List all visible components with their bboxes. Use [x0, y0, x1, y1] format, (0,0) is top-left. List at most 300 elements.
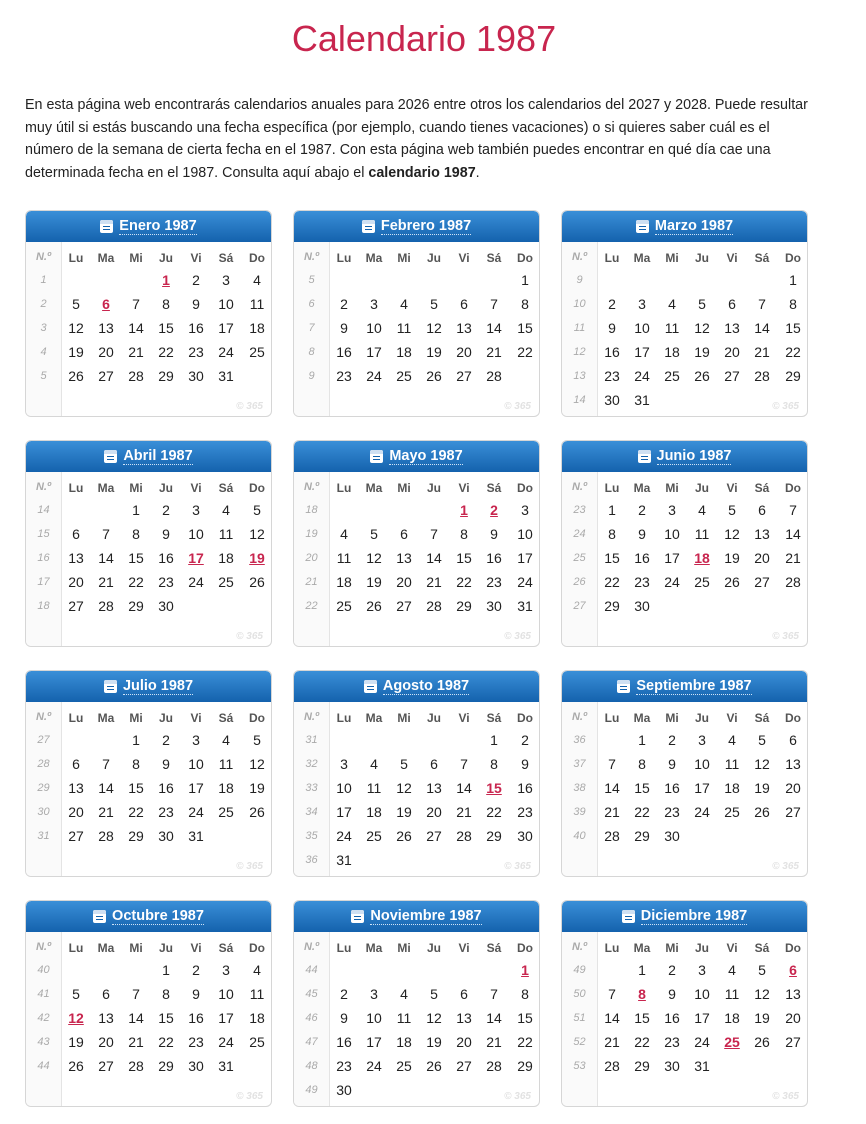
day-cell: 3: [222, 962, 230, 978]
watermark: © 365: [236, 631, 263, 642]
weekday-header: Vi: [458, 481, 470, 495]
calendar-icon: [370, 450, 383, 463]
weekday-header: Do: [249, 941, 265, 955]
day-cell: 19: [694, 344, 710, 360]
week-row: [294, 340, 540, 364]
week-row: [294, 292, 540, 316]
day-cell: 27: [98, 368, 114, 384]
day-cell: 26: [249, 804, 265, 820]
day-cell: 27: [456, 1058, 472, 1074]
week-number: 13: [573, 370, 586, 382]
day-cell: 31: [188, 828, 204, 844]
day-cell: 11: [366, 780, 382, 796]
weekday-header: Vi: [190, 251, 202, 265]
holiday-day-link[interactable]: 17: [188, 550, 204, 566]
day-cell: 7: [490, 296, 498, 312]
day-cell: 5: [430, 296, 438, 312]
day-cell: 30: [188, 1058, 204, 1074]
week-row: [26, 958, 272, 982]
day-cell: 17: [366, 1034, 382, 1050]
day-cell: 29: [486, 828, 502, 844]
month-title: Febrero 1987: [380, 217, 472, 234]
day-cell: 16: [158, 780, 174, 796]
day-cell: 8: [490, 756, 498, 772]
holiday-day-link[interactable]: 25: [724, 1034, 740, 1050]
day-cell: 15: [604, 550, 620, 566]
day-cell: 24: [694, 1034, 710, 1050]
weekday-header: Ju: [426, 481, 441, 495]
weekday-header: Do: [249, 481, 265, 495]
month-card: [25, 440, 272, 647]
day-cell: 11: [694, 526, 710, 542]
weekday-header: Lu: [336, 711, 352, 725]
day-cell: 25: [249, 1034, 265, 1050]
day-cell: 13: [68, 780, 84, 796]
week-number: 28: [37, 758, 50, 770]
week-row: [562, 340, 808, 364]
day-cell: 30: [158, 598, 174, 614]
day-cell: 13: [785, 756, 801, 772]
day-cell: 14: [128, 320, 144, 336]
day-cell: 21: [128, 344, 144, 360]
week-number: 53: [573, 1060, 586, 1072]
day-cell: 4: [253, 272, 261, 288]
day-cell: 16: [604, 344, 620, 360]
day-cell: 28: [785, 574, 801, 590]
holiday-day-link[interactable]: 18: [694, 550, 710, 566]
day-cell: 13: [456, 1010, 472, 1026]
weekday-header: Ju: [158, 941, 173, 955]
week-row: [26, 1006, 272, 1030]
week-number-header: N.º: [303, 251, 320, 263]
week-row: [562, 364, 808, 388]
week-row: [294, 1078, 540, 1102]
month-header-link[interactable]: [562, 671, 807, 702]
week-number: 8: [308, 346, 315, 358]
day-cell: 2: [192, 272, 200, 288]
day-cell: 17: [188, 780, 204, 796]
day-cell: 15: [785, 320, 801, 336]
day-cell: 31: [694, 1058, 710, 1074]
day-cell: 27: [68, 598, 84, 614]
week-number-header: N.º: [303, 941, 320, 953]
month-header-link[interactable]: [294, 441, 539, 472]
day-cell: 24: [188, 804, 204, 820]
holiday-day-link[interactable]: 2: [490, 502, 498, 518]
weekday-header: Mi: [397, 251, 411, 265]
day-cell: 18: [396, 344, 412, 360]
day-cell: 24: [188, 574, 204, 590]
day-cell: 11: [396, 1010, 412, 1026]
holiday-day-link[interactable]: 12: [68, 1010, 84, 1026]
day-cell: 16: [664, 1010, 680, 1026]
calendar-icon: [104, 450, 117, 463]
holiday-day-link[interactable]: 1: [460, 502, 468, 518]
day-cell: 23: [634, 574, 650, 590]
day-cell: 3: [340, 756, 348, 772]
day-cell: 15: [128, 780, 144, 796]
week-number: 5: [40, 370, 47, 382]
week-number: 25: [573, 552, 586, 564]
weekday-header: Ma: [633, 941, 651, 955]
week-number: 4: [40, 346, 47, 358]
day-cell: 12: [396, 780, 412, 796]
day-cell: 15: [158, 320, 174, 336]
day-cell: 22: [604, 574, 620, 590]
day-cell: 12: [754, 756, 770, 772]
weekday-header: Lu: [336, 251, 352, 265]
day-cell: 12: [754, 986, 770, 1002]
week-number: 31: [37, 830, 50, 842]
week-row: [294, 752, 540, 776]
weekday-header: Vi: [458, 711, 470, 725]
day-cell: 19: [754, 1010, 770, 1026]
day-cell: 14: [754, 320, 770, 336]
week-row: [294, 316, 540, 340]
day-cell: 4: [400, 296, 408, 312]
week-number: 9: [308, 370, 315, 382]
day-cell: 2: [340, 986, 348, 1002]
day-cell: 18: [724, 780, 740, 796]
week-number: 36: [305, 854, 318, 866]
holiday-day-link[interactable]: 8: [638, 986, 646, 1002]
day-cell: 30: [604, 392, 620, 408]
day-cell: 26: [68, 368, 84, 384]
day-cell: 22: [517, 344, 533, 360]
day-cell: 8: [521, 986, 529, 1002]
day-cell: 2: [162, 502, 170, 518]
month-card: [561, 210, 808, 417]
week-row: [562, 728, 808, 752]
day-cell: 11: [218, 526, 234, 542]
week-row: [562, 292, 808, 316]
day-cell: 25: [249, 344, 265, 360]
day-cell: 3: [222, 272, 230, 288]
day-cell: 3: [638, 296, 646, 312]
day-cell: 14: [785, 526, 801, 542]
weekday-header: Lu: [336, 941, 352, 955]
day-cell: 19: [366, 574, 382, 590]
day-cell: 21: [486, 344, 502, 360]
day-cell: 18: [366, 804, 382, 820]
weekday-header: Mi: [397, 711, 411, 725]
month-header-link[interactable]: [562, 211, 807, 242]
weekday-header: Lu: [604, 251, 620, 265]
weekday-header: Ma: [365, 941, 383, 955]
watermark: © 365: [772, 401, 799, 412]
day-cell: 24: [336, 828, 352, 844]
weekday-header: Vi: [190, 711, 202, 725]
week-number: 14: [573, 394, 586, 406]
day-cell: 11: [249, 296, 265, 312]
week-row: [294, 1054, 540, 1078]
week-number: 18: [37, 600, 50, 612]
day-cell: 17: [634, 344, 650, 360]
day-cell: 26: [249, 574, 265, 590]
day-cell: 21: [785, 550, 801, 566]
day-cell: 26: [724, 574, 740, 590]
week-number-header: N.º: [571, 711, 588, 723]
week-number: 29: [37, 782, 50, 794]
day-cell: 1: [521, 272, 529, 288]
day-cell: 25: [396, 368, 412, 384]
weekday-header: Sá: [486, 941, 502, 955]
week-number: 44: [305, 964, 318, 976]
day-cell: 1: [132, 502, 140, 518]
day-cell: 3: [192, 732, 200, 748]
day-cell: 28: [128, 1058, 144, 1074]
day-cell: 17: [218, 1010, 234, 1026]
day-cell: 20: [754, 550, 770, 566]
weekday-header: Ma: [97, 941, 115, 955]
day-cell: 10: [218, 986, 234, 1002]
page-title: Calendario 1987: [291, 18, 557, 59]
holiday-day-link[interactable]: 15: [486, 780, 502, 796]
week-number: 10: [573, 298, 586, 310]
day-cell: 2: [638, 502, 646, 518]
day-cell: 29: [604, 598, 620, 614]
day-cell: 18: [218, 780, 234, 796]
weekday-header: Ma: [365, 251, 383, 265]
week-row: [26, 268, 272, 292]
day-cell: 27: [785, 804, 801, 820]
day-cell: 10: [188, 526, 204, 542]
day-cell: 4: [400, 986, 408, 1002]
month-title: Junio 1987: [656, 447, 732, 464]
week-number: 17: [37, 576, 50, 588]
day-cell: 28: [426, 598, 442, 614]
day-cell: 26: [366, 598, 382, 614]
week-row: [562, 982, 808, 1006]
day-cell: 5: [758, 962, 766, 978]
calendar-icon: [636, 220, 649, 233]
month-title: Julio 1987: [122, 677, 194, 694]
week-row: [26, 1030, 272, 1054]
watermark: © 365: [772, 1091, 799, 1102]
month-header-link[interactable]: [562, 901, 807, 932]
holiday-day-link[interactable]: 6: [102, 296, 110, 312]
intro-end: .: [475, 165, 480, 182]
weekday-header: Ju: [694, 481, 709, 495]
watermark: © 365: [236, 1091, 263, 1102]
day-cell: 7: [102, 756, 110, 772]
day-cell: 5: [72, 296, 80, 312]
day-cell: 24: [694, 804, 710, 820]
week-row: [294, 800, 540, 824]
day-cell: 5: [72, 986, 80, 1002]
day-cell: 5: [758, 732, 766, 748]
day-cell: 6: [72, 526, 80, 542]
holiday-day-link[interactable]: 6: [789, 962, 797, 978]
day-cell: 29: [634, 828, 650, 844]
day-cell: 30: [664, 828, 680, 844]
week-row: [562, 800, 808, 824]
day-cell: 29: [456, 598, 472, 614]
week-number: 27: [37, 734, 50, 746]
day-cell: 8: [521, 296, 529, 312]
week-row: [562, 776, 808, 800]
month-card: [561, 670, 808, 877]
holiday-day-link[interactable]: 19: [249, 550, 265, 566]
day-cell: 4: [253, 962, 261, 978]
weekday-header: Do: [785, 251, 801, 265]
holiday-day-link[interactable]: 1: [521, 962, 529, 978]
day-cell: 17: [366, 344, 382, 360]
week-row: [562, 958, 808, 982]
weekday-header: Do: [785, 481, 801, 495]
day-cell: 8: [132, 526, 140, 542]
weekday-header: Sá: [754, 251, 770, 265]
day-cell: 13: [456, 320, 472, 336]
day-cell: 18: [664, 344, 680, 360]
week-number: 19: [305, 528, 318, 540]
month-header-link[interactable]: [26, 211, 271, 242]
month-header-link[interactable]: [294, 671, 539, 702]
day-cell: 20: [785, 1010, 801, 1026]
day-cell: 18: [249, 1010, 265, 1026]
weekday-header: Ju: [158, 711, 173, 725]
month-header-link[interactable]: [294, 211, 539, 242]
day-cell: 12: [694, 320, 710, 336]
week-number-header: N.º: [571, 251, 588, 263]
month-card: [293, 440, 540, 647]
intro-emphasis: calendario 1987: [368, 165, 476, 182]
week-number: 24: [573, 528, 586, 540]
day-cell: 20: [98, 1034, 114, 1050]
day-cell: 2: [668, 962, 676, 978]
day-cell: 17: [336, 804, 352, 820]
day-cell: 14: [128, 1010, 144, 1026]
day-cell: 23: [517, 804, 533, 820]
day-cell: 9: [490, 526, 498, 542]
weekday-header: Do: [785, 941, 801, 955]
day-cell: 18: [336, 574, 352, 590]
day-cell: 18: [218, 550, 234, 566]
day-cell: 6: [400, 526, 408, 542]
week-row: [294, 824, 540, 848]
day-cell: 27: [68, 828, 84, 844]
day-cell: 12: [249, 756, 265, 772]
holiday-day-link[interactable]: 1: [162, 272, 170, 288]
day-cell: 9: [340, 1010, 348, 1026]
weekday-header: Sá: [486, 711, 502, 725]
day-cell: 29: [128, 598, 144, 614]
day-cell: 25: [218, 804, 234, 820]
day-cell: 5: [253, 732, 261, 748]
day-cell: 23: [486, 574, 502, 590]
day-cell: 20: [456, 1034, 472, 1050]
calendar-icon: [104, 680, 117, 693]
day-cell: 10: [664, 526, 680, 542]
day-cell: 19: [724, 550, 740, 566]
month-header-link[interactable]: [26, 671, 271, 702]
calendar-icon: [617, 680, 630, 693]
day-cell: 10: [188, 756, 204, 772]
day-cell: 19: [68, 1034, 84, 1050]
day-cell: 7: [132, 986, 140, 1002]
day-cell: 20: [456, 344, 472, 360]
month-title: Marzo 1987: [654, 217, 734, 234]
day-cell: 4: [340, 526, 348, 542]
day-cell: 14: [486, 320, 502, 336]
day-cell: 11: [664, 320, 680, 336]
day-cell: 3: [521, 502, 529, 518]
day-cell: 4: [668, 296, 676, 312]
day-cell: 17: [664, 550, 680, 566]
day-cell: 10: [517, 526, 533, 542]
day-cell: 22: [517, 1034, 533, 1050]
week-number: 22: [305, 600, 318, 612]
day-cell: 19: [68, 344, 84, 360]
week-row: [562, 388, 808, 412]
month-title: Noviembre 1987: [370, 907, 482, 924]
week-row: [294, 570, 540, 594]
week-number: 45: [305, 988, 318, 1000]
week-row: [294, 776, 540, 800]
day-cell: 8: [608, 526, 616, 542]
day-cell: 8: [162, 986, 170, 1002]
month-header-link[interactable]: [562, 441, 807, 472]
weekday-header: Ju: [158, 481, 173, 495]
week-row: [294, 268, 540, 292]
week-number: 34: [305, 806, 318, 818]
month-title: Abril 1987: [123, 447, 193, 464]
day-cell: 9: [521, 756, 529, 772]
intro-paragraph: [25, 94, 815, 184]
day-cell: 26: [754, 1034, 770, 1050]
day-cell: 25: [664, 368, 680, 384]
watermark: © 365: [504, 1091, 531, 1102]
day-cell: 2: [192, 962, 200, 978]
week-row: [26, 498, 272, 522]
week-row: [26, 776, 272, 800]
day-cell: 15: [517, 320, 533, 336]
weekday-header: Ju: [694, 251, 709, 265]
day-cell: 2: [608, 296, 616, 312]
watermark: © 365: [504, 631, 531, 642]
day-cell: 4: [728, 732, 736, 748]
day-cell: 3: [370, 986, 378, 1002]
week-number: 50: [573, 988, 586, 1000]
week-row: [294, 546, 540, 570]
day-cell: 31: [218, 1058, 234, 1074]
weekday-header: Lu: [604, 481, 620, 495]
day-cell: 4: [222, 732, 230, 748]
day-cell: 3: [698, 732, 706, 748]
weekday-header: Vi: [458, 251, 470, 265]
day-cell: 2: [162, 732, 170, 748]
week-number: 52: [573, 1036, 586, 1048]
day-cell: 31: [517, 598, 533, 614]
day-cell: 29: [785, 368, 801, 384]
week-number: 35: [305, 830, 318, 842]
day-cell: 1: [789, 272, 797, 288]
week-number: 48: [305, 1060, 318, 1072]
month-header-link[interactable]: [26, 441, 271, 472]
day-cell: 10: [366, 320, 382, 336]
day-cell: 25: [724, 804, 740, 820]
month-header-link[interactable]: [294, 901, 539, 932]
week-number: 9: [576, 274, 583, 286]
week-row: [26, 292, 272, 316]
day-cell: 23: [188, 1034, 204, 1050]
week-row: [562, 546, 808, 570]
month-title: Mayo 1987: [389, 447, 463, 464]
month-card: [561, 900, 808, 1107]
month-header-link[interactable]: [26, 901, 271, 932]
day-cell: 1: [132, 732, 140, 748]
day-cell: 13: [98, 1010, 114, 1026]
